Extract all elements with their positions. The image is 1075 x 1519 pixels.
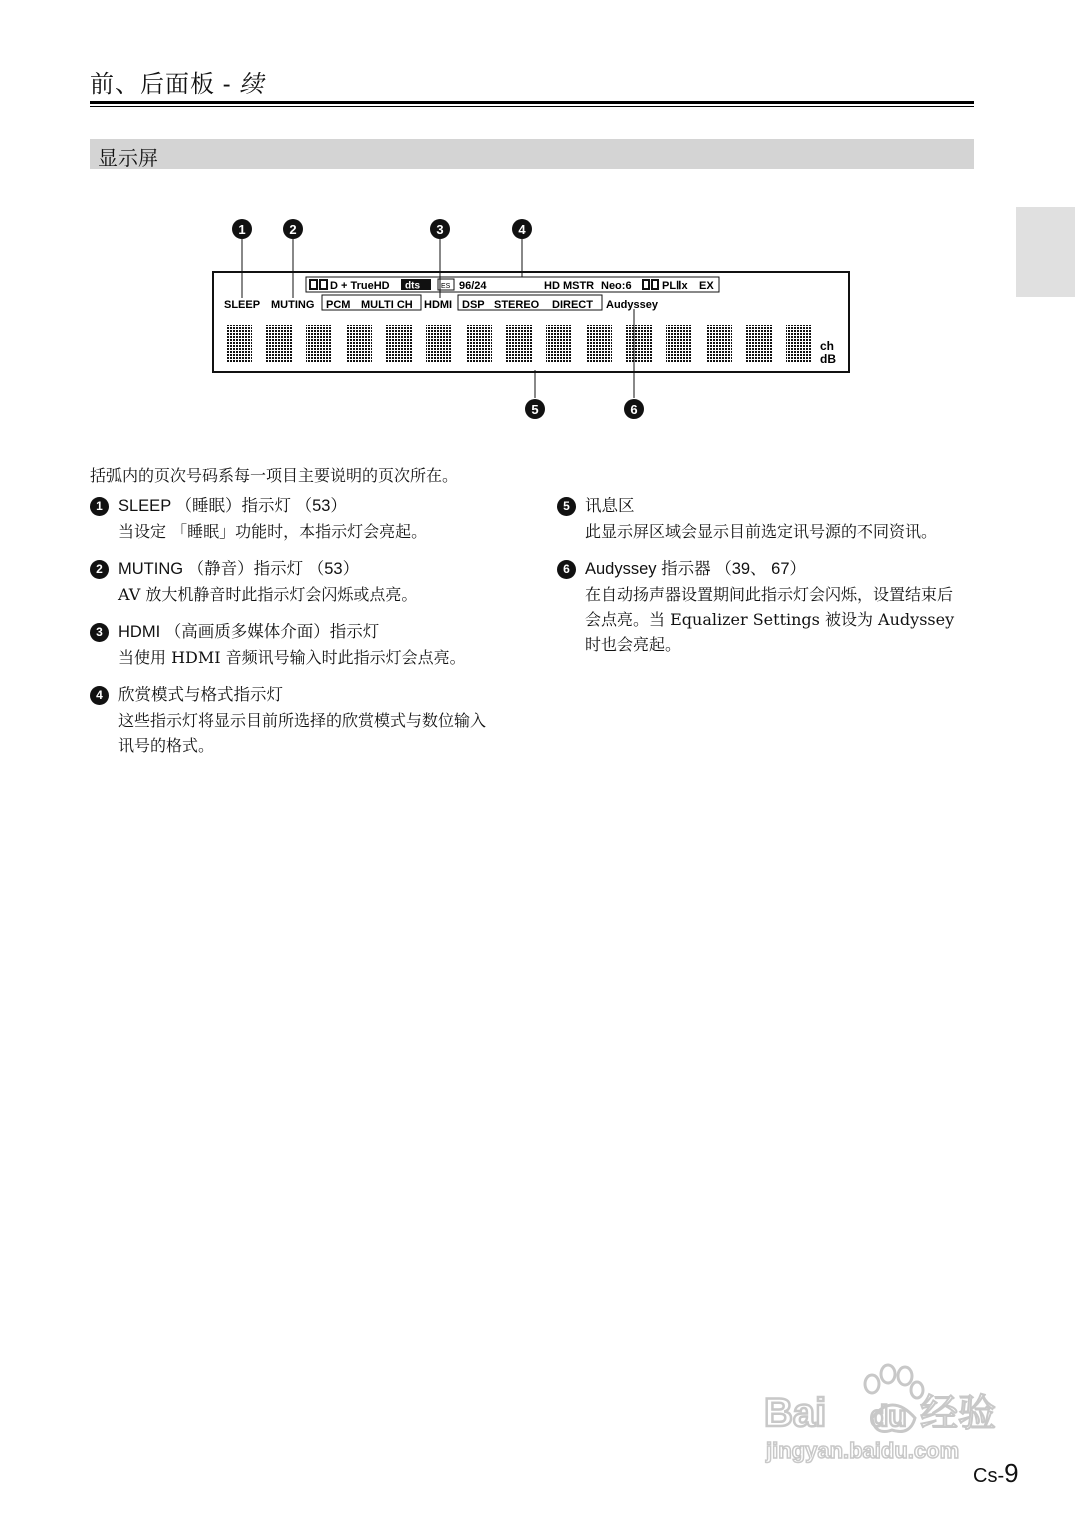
dolby-logo-icon-2 [642, 279, 659, 290]
item-description: 当使用 HDMI 音频讯号输入时此指示灯会点亮。 [118, 648, 466, 667]
ind-ex: EX [699, 280, 714, 292]
ind-hd-mstr: HD MSTR [544, 280, 595, 292]
items-left-column [90, 493, 510, 770]
list-item [90, 493, 510, 544]
page-number-prefix: Cs- [973, 1465, 1005, 1487]
number-circle-icon: 4 [90, 686, 109, 705]
svg-text:3: 3 [436, 222, 444, 237]
page-title-continued: 续 [239, 70, 265, 98]
item-description: 此显示屏区域会显示目前选定讯号源的不同资讯。 [585, 522, 938, 541]
page-header [90, 64, 974, 99]
item-title: 讯息区 [585, 497, 635, 515]
list-item [90, 556, 510, 607]
dolby-logo-icon [309, 279, 328, 290]
callout-4-icon [512, 219, 532, 239]
section-heading-bar [90, 139, 974, 169]
watermark-brand: Bai [764, 1391, 827, 1435]
ind-hdmi: HDMI [424, 299, 453, 311]
number-circle-icon: 1 [90, 497, 109, 516]
callout-2-icon [283, 219, 303, 239]
watermark-url: jingyan.baidu.com [766, 1438, 960, 1463]
ind-dts: dts [405, 280, 420, 292]
list-item [557, 556, 977, 657]
intro-note: 括弧内的页次号码系每一项目主要说明的页次所在。 [90, 466, 459, 485]
item-description: 在自动扬声器设置期间此指示灯会闪烁，设置结束后会点亮。当 Equalizer Settings 被设为 Audyssey 时也会亮起。 [585, 585, 955, 654]
ind-dsp: DSP [462, 299, 485, 311]
page-title-main: 前、后面板 [90, 70, 215, 98]
list-item [90, 619, 510, 670]
item-title: Audyssey 指示器 （39、 67） [585, 560, 806, 578]
number-circle-icon: 3 [90, 623, 109, 642]
ind-multi-ch: MULTI CH [361, 299, 413, 311]
header-rule-thin [90, 106, 974, 107]
list-item [557, 493, 977, 544]
ind-neo6: Neo:6 [601, 280, 632, 292]
item-title: SLEEP （睡眠）指示灯 （53） [118, 497, 347, 515]
watermark-suffix: 经验 [920, 1391, 997, 1435]
number-circle-icon: 5 [557, 497, 576, 516]
callout-3-icon [430, 219, 450, 239]
svg-text:1: 1 [238, 222, 246, 237]
callout-6-icon [624, 399, 644, 419]
page-number [973, 1458, 1019, 1489]
message-area-dot-matrix [226, 325, 812, 363]
side-tab-marker [1016, 207, 1075, 297]
item-description: 这些指示灯将显示目前所选择的欣赏模式与数位输入讯号的格式。 [118, 711, 487, 755]
item-title: 欣赏模式与格式指示灯 [118, 686, 283, 704]
ind-sleep: SLEEP [224, 299, 261, 311]
item-description: AV 放大机静音时此指示灯会闪烁或点亮。 [118, 585, 418, 604]
ind-rate: 96/24 [459, 280, 487, 292]
number-circle-icon: 2 [90, 560, 109, 579]
callout-1-icon [232, 219, 252, 239]
item-description: 当设定 「睡眠」功能时，本指示灯会亮起。 [118, 522, 428, 541]
watermark-brand-du: du [870, 1400, 907, 1433]
ind-direct: DIRECT [552, 299, 593, 311]
ind-stereo: STEREO [494, 299, 540, 311]
items-right-column [557, 493, 977, 669]
ind-pl2x: PLⅡx [662, 280, 688, 292]
page-title-separator: - [215, 71, 240, 98]
ind-es: ES [441, 283, 451, 290]
ind-ch: ch [820, 339, 835, 353]
list-item [90, 682, 510, 758]
baidu-watermark [760, 1360, 1020, 1470]
svg-text:2: 2 [289, 222, 297, 237]
callout-5-icon [525, 399, 545, 419]
ind-db: dB [820, 352, 836, 366]
item-title: HDMI （高画质多媒体介面）指示灯 [118, 623, 380, 641]
svg-text:6: 6 [630, 402, 638, 417]
section-title: 显示屏 [98, 146, 158, 170]
ind-audyssey: Audyssey [606, 299, 658, 311]
ind-pcm: PCM [326, 299, 351, 311]
display-panel-figure [200, 210, 860, 425]
page-number-value: 9 [1004, 1458, 1019, 1488]
ind-muting: MUTING [271, 299, 315, 311]
header-rule-thick [90, 101, 974, 104]
page-title [90, 64, 974, 99]
number-circle-icon: 6 [557, 560, 576, 579]
svg-text:4: 4 [518, 222, 526, 237]
item-title: MUTING （静音）指示灯 （53） [118, 560, 360, 578]
callout-leader-lines [242, 239, 634, 398]
ind-dolby-truehd: D + TrueHD [330, 280, 390, 292]
svg-text:5: 5 [531, 402, 539, 417]
